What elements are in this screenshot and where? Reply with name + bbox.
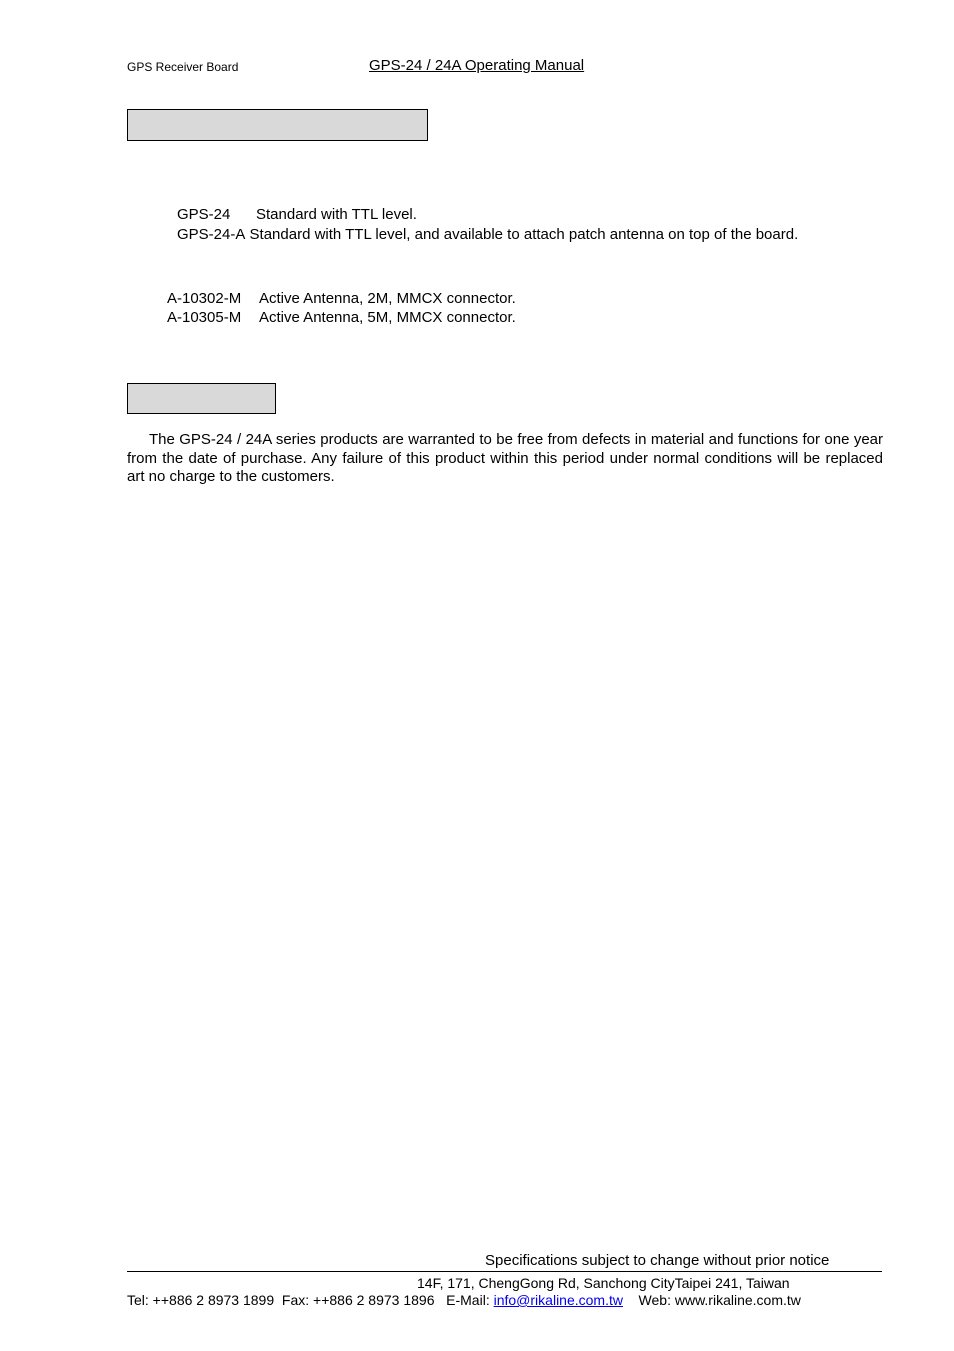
section-heading-box-ordering — [127, 109, 428, 141]
accessory-code: A-10302-M — [167, 290, 242, 307]
footer-contact — [127, 1292, 801, 1308]
accessory-row — [167, 290, 516, 307]
accessory-code: A-10305-M — [167, 309, 242, 326]
model-row — [177, 206, 417, 223]
model-code: GPS-24 — [177, 206, 231, 223]
model-row — [177, 226, 798, 243]
model-code: GPS-24-A — [177, 226, 246, 243]
footer-web: Web: www.rikaline.com.tw — [638, 1292, 801, 1308]
footer-email-link[interactable]: info@rikaline.com.tw — [493, 1292, 623, 1308]
accessory-description: Active Antenna, 2M, MMCX connector. — [259, 290, 516, 307]
footer-contact-phone-fax: Tel: ++886 2 8973 1899 Fax: ++886 2 8973 1896 E-Mail: — [127, 1292, 494, 1308]
accessory-row — [167, 309, 516, 326]
model-description: Standard with TTL level. — [256, 206, 417, 223]
footer-divider — [127, 1271, 882, 1272]
model-description: Standard with TTL level, and available to attach patch antenna on top of the board. — [249, 226, 799, 243]
footer-notice: Specifications subject to change without prior notice — [485, 1252, 830, 1269]
header-product-label: GPS Receiver Board — [127, 60, 239, 74]
section-heading-box-warranty — [127, 383, 276, 414]
warranty-paragraph: The GPS-24 / 24A series products are warranted to be free from defects in material and functions for one year from the date of purchase. Any failure of this product within this period under normal conditions will be replaced art no charge to the customers. — [127, 431, 883, 485]
footer-address: 14F, 171, ChengGong Rd, Sanchong CityTaipei 241, Taiwan — [417, 1275, 790, 1291]
accessory-description: Active Antenna, 5M, MMCX connector. — [259, 309, 516, 326]
header-manual-title: GPS-24 / 24A Operating Manual — [369, 57, 585, 74]
